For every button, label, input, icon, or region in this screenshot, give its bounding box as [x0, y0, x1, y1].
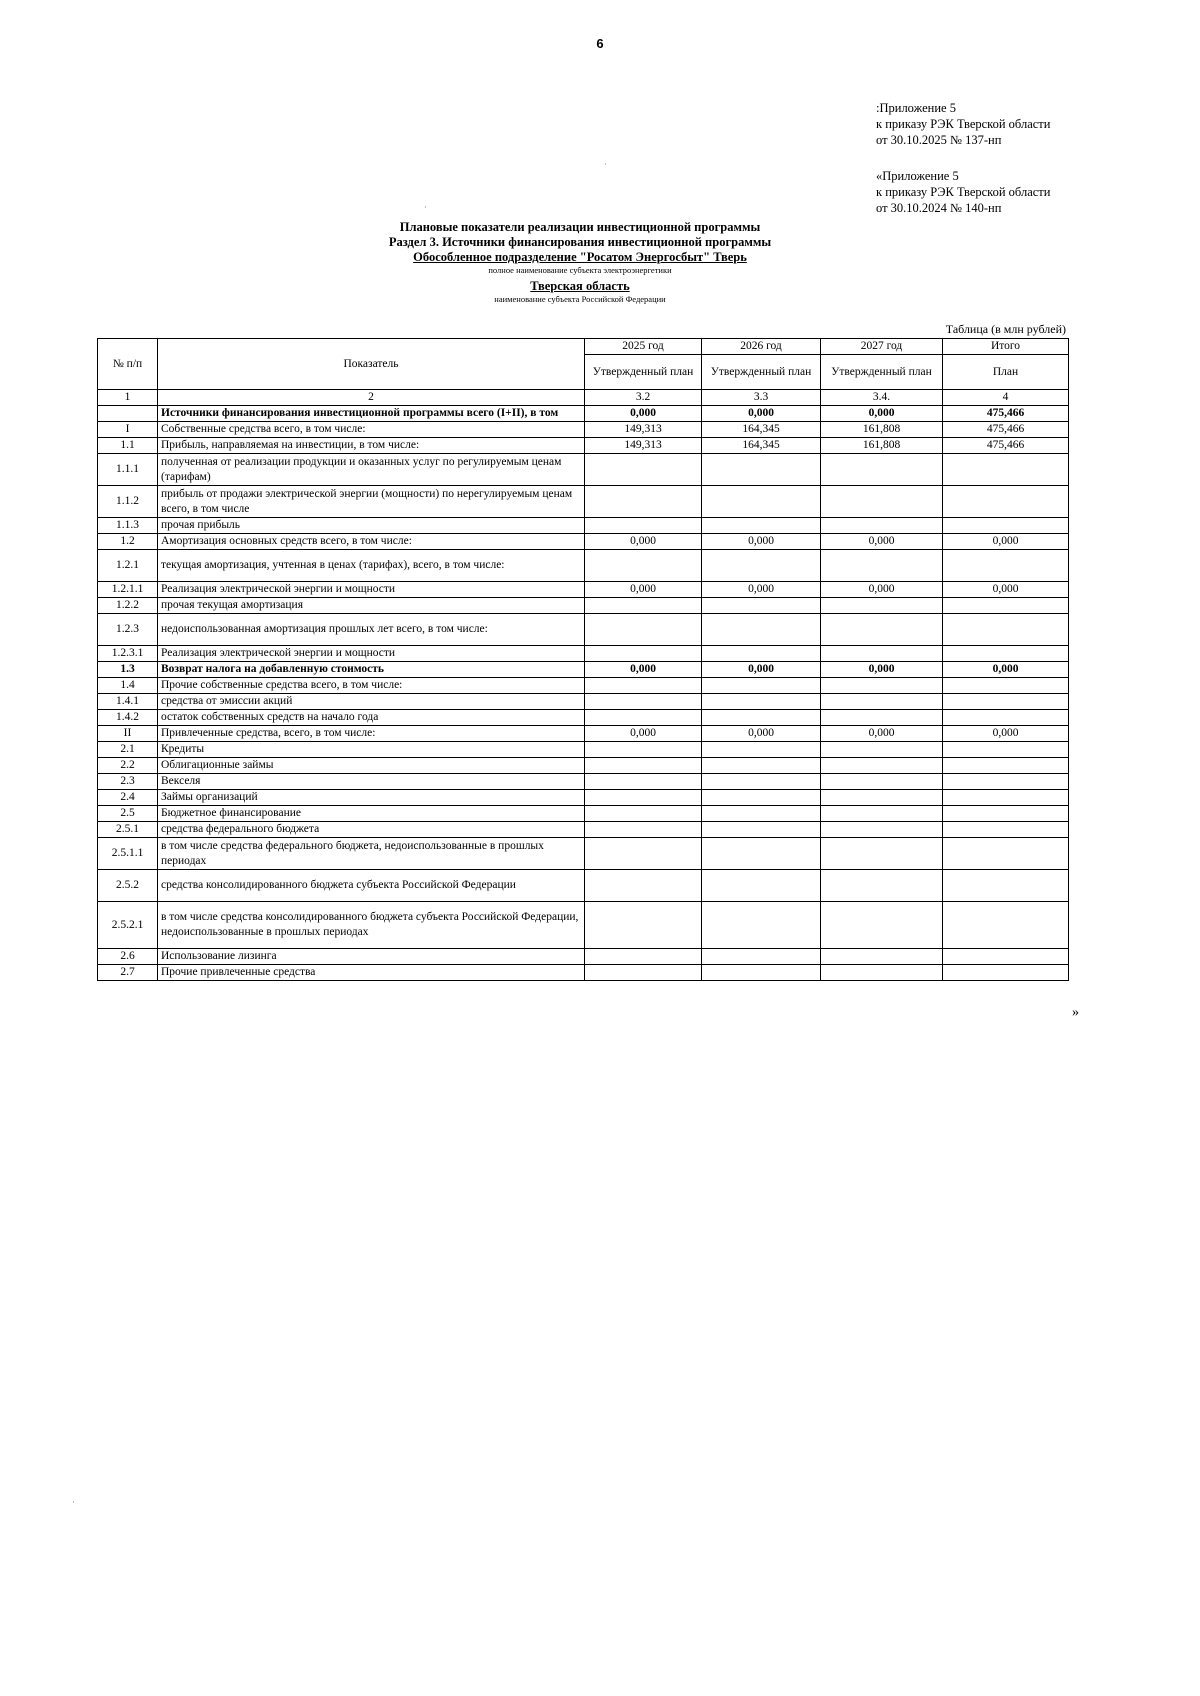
- row-value-total: [943, 965, 1069, 981]
- row-number: 2.5.1.1: [98, 838, 158, 870]
- row-value-total: [943, 902, 1069, 949]
- row-value-2027: [821, 965, 943, 981]
- row-indicator: Собственные средства всего, в том числе:: [158, 422, 585, 438]
- row-number: 2.5.1: [98, 822, 158, 838]
- table-row: [98, 726, 1069, 742]
- row-value-2025: 0,000: [585, 662, 702, 678]
- row-value-2027: [821, 486, 943, 518]
- table-row: [98, 454, 1069, 486]
- table-row: [98, 790, 1069, 806]
- row-indicator: Займы организаций: [158, 790, 585, 806]
- row-number: 2.3: [98, 774, 158, 790]
- row-number: 2.5.2: [98, 870, 158, 902]
- row-value-2026: [702, 454, 821, 486]
- table-units-note: Таблица (в млн рублей): [945, 322, 1066, 336]
- row-value-2026: 164,345: [702, 438, 821, 454]
- row-value-2027: [821, 949, 943, 965]
- title-section: Раздел 3. Источники финансирования инвестиционной программы: [388, 235, 772, 249]
- row-number: 2.6: [98, 949, 158, 965]
- table-row: [98, 406, 1069, 422]
- row-indicator: средства федерального бюджета: [158, 822, 585, 838]
- row-value-2026: [702, 806, 821, 822]
- col-number-6: 4: [943, 390, 1069, 406]
- row-indicator: Бюджетное финансирование: [158, 806, 585, 822]
- table-row: [98, 550, 1069, 582]
- row-value-2025: [585, 646, 702, 662]
- row-value-total: [943, 710, 1069, 726]
- row-indicator: Прочие собственные средства всего, в том числе:: [158, 678, 585, 694]
- header-indicator: Показатель: [158, 339, 585, 390]
- row-indicator: в том числе средства консолидированного бюджета субъекта Российской Федерации, недоиспользованные в прошлых периодах: [158, 902, 585, 949]
- row-value-total: [943, 822, 1069, 838]
- table-row: [98, 838, 1069, 870]
- row-value-2026: [702, 790, 821, 806]
- row-value-2027: [821, 870, 943, 902]
- row-value-2027: [821, 646, 943, 662]
- header-year-2026: 2026 год: [702, 339, 821, 355]
- row-value-total: [943, 598, 1069, 614]
- row-indicator: Привлеченные средства, всего, в том числе:: [158, 726, 585, 742]
- row-number: 2.4: [98, 790, 158, 806]
- table-row: [98, 774, 1069, 790]
- row-value-total: 475,466: [943, 406, 1069, 422]
- row-value-2027: [821, 710, 943, 726]
- row-number: 2.7: [98, 965, 158, 981]
- row-value-2027: [821, 774, 943, 790]
- table-row: [98, 822, 1069, 838]
- row-value-2026: [702, 902, 821, 949]
- table-row: [98, 614, 1069, 646]
- row-value-2026: [702, 518, 821, 534]
- table-row: [98, 949, 1069, 965]
- row-value-2025: 149,313: [585, 438, 702, 454]
- scan-speck: ·: [604, 160, 607, 169]
- row-value-total: [943, 838, 1069, 870]
- row-value-2027: [821, 742, 943, 758]
- row-value-total: [943, 646, 1069, 662]
- row-value-2025: [585, 838, 702, 870]
- row-number: 1.1: [98, 438, 158, 454]
- header-total: Итого: [943, 339, 1069, 355]
- region-caption: наименование субъекта Российской Федерации: [494, 294, 666, 304]
- table-row: [98, 662, 1069, 678]
- row-number: 1.4: [98, 678, 158, 694]
- annex-current-line1: :Приложение 5: [876, 101, 956, 115]
- row-value-2027: 0,000: [821, 582, 943, 598]
- row-indicator: Источники финансирования инвестиционной программы всего (I+II), в том: [158, 406, 585, 422]
- table-header-row-years: [98, 339, 1069, 355]
- row-indicator: в том числе средства федерального бюджета, недоиспользованные в прошлых периодах: [158, 838, 585, 870]
- row-value-total: 0,000: [943, 534, 1069, 550]
- row-indicator: Амортизация основных средств всего, в том числе:: [158, 534, 585, 550]
- row-indicator: прочая прибыль: [158, 518, 585, 534]
- table-row: [98, 902, 1069, 949]
- header-year-2027: 2027 год: [821, 339, 943, 355]
- row-number: 1.4.2: [98, 710, 158, 726]
- row-indicator: прибыль от продажи электрической энергии (мощности) по нерегулируемым ценам всего, в том числе: [158, 486, 585, 518]
- row-value-2026: 0,000: [702, 582, 821, 598]
- row-number: [98, 406, 158, 422]
- entity-caption: полное наименование субъекта электроэнергетики: [488, 265, 672, 275]
- row-value-2026: [702, 742, 821, 758]
- scan-speck: ·: [424, 203, 427, 212]
- row-value-total: 0,000: [943, 582, 1069, 598]
- row-value-2026: [702, 646, 821, 662]
- row-number: 1.2.2: [98, 598, 158, 614]
- annex-previous-line2: к приказу РЭК Тверской области: [876, 185, 1051, 199]
- row-value-2027: [821, 678, 943, 694]
- row-number: 1.4.1: [98, 694, 158, 710]
- row-value-2027: 0,000: [821, 534, 943, 550]
- row-value-total: [943, 518, 1069, 534]
- page-number: 6: [596, 36, 604, 51]
- row-value-2026: [702, 774, 821, 790]
- row-number: 1.3: [98, 662, 158, 678]
- header-num: № п/п: [98, 339, 158, 390]
- table-row: [98, 486, 1069, 518]
- row-value-2025: [585, 806, 702, 822]
- row-value-2025: 0,000: [585, 406, 702, 422]
- row-indicator: недоиспользованная амортизация прошлых лет всего, в том числе:: [158, 614, 585, 646]
- row-value-2026: [702, 614, 821, 646]
- row-number: I: [98, 422, 158, 438]
- table-column-numbers-row: [98, 390, 1069, 406]
- col-number-1: 1: [98, 390, 158, 406]
- row-value-2026: [702, 870, 821, 902]
- row-value-2027: [821, 822, 943, 838]
- row-value-2025: [585, 790, 702, 806]
- row-value-2027: [821, 550, 943, 582]
- row-value-2025: [585, 678, 702, 694]
- closing-quote: »: [1072, 1005, 1079, 1020]
- row-value-2027: 161,808: [821, 422, 943, 438]
- row-value-total: 475,466: [943, 438, 1069, 454]
- annex-current-line2: к приказу РЭК Тверской области: [876, 117, 1051, 131]
- row-value-total: [943, 694, 1069, 710]
- col-number-3: 3.2: [585, 390, 702, 406]
- row-value-2026: [702, 550, 821, 582]
- table-row: [98, 646, 1069, 662]
- row-value-total: [943, 614, 1069, 646]
- table-row: [98, 534, 1069, 550]
- row-value-2027: 0,000: [821, 726, 943, 742]
- row-indicator: Векселя: [158, 774, 585, 790]
- row-value-2026: [702, 822, 821, 838]
- header-year-2025: 2025 год: [585, 339, 702, 355]
- row-value-2025: [585, 614, 702, 646]
- row-value-2025: [585, 550, 702, 582]
- table-row: [98, 710, 1069, 726]
- annex-previous-line3: от 30.10.2024 № 140-нп: [876, 201, 1002, 215]
- row-value-2026: [702, 694, 821, 710]
- row-value-2025: 0,000: [585, 582, 702, 598]
- row-indicator: Реализация электрической энергии и мощности: [158, 582, 585, 598]
- financing-sources-table: [97, 338, 1069, 981]
- row-value-2025: [585, 774, 702, 790]
- row-value-total: [943, 774, 1069, 790]
- row-value-2026: [702, 598, 821, 614]
- row-value-2026: 164,345: [702, 422, 821, 438]
- row-value-total: [943, 806, 1069, 822]
- table-row: [98, 758, 1069, 774]
- row-value-2026: [702, 838, 821, 870]
- row-value-2027: [821, 518, 943, 534]
- row-value-2025: [585, 710, 702, 726]
- scan-speck: ·: [72, 1498, 75, 1507]
- row-indicator: Использование лизинга: [158, 949, 585, 965]
- row-indicator: прочая текущая амортизация: [158, 598, 585, 614]
- row-value-2026: 0,000: [702, 406, 821, 422]
- row-value-2025: [585, 742, 702, 758]
- row-indicator: Кредиты: [158, 742, 585, 758]
- row-indicator: полученная от реализации продукции и оказанных услуг по регулируемым ценам (тарифам): [158, 454, 585, 486]
- row-indicator: средства от эмиссии акций: [158, 694, 585, 710]
- row-value-2025: 0,000: [585, 726, 702, 742]
- col-number-4: 3.3: [702, 390, 821, 406]
- row-number: 2.1: [98, 742, 158, 758]
- row-value-2026: [702, 949, 821, 965]
- row-value-total: [943, 550, 1069, 582]
- table-row: [98, 678, 1069, 694]
- row-value-2027: 161,808: [821, 438, 943, 454]
- row-value-2025: [585, 822, 702, 838]
- row-indicator: средства консолидированного бюджета субъекта Российской Федерации: [158, 870, 585, 902]
- row-number: 1.2: [98, 534, 158, 550]
- row-value-2025: [585, 694, 702, 710]
- row-value-2027: [821, 598, 943, 614]
- table-row: [98, 598, 1069, 614]
- row-value-2027: [821, 614, 943, 646]
- row-number: 1.1.1: [98, 454, 158, 486]
- row-value-2026: 0,000: [702, 534, 821, 550]
- row-number: 1.1.2: [98, 486, 158, 518]
- row-value-2025: 149,313: [585, 422, 702, 438]
- table-row: [98, 438, 1069, 454]
- row-number: 1.2.3.1: [98, 646, 158, 662]
- header-approved-plan-2025: Утвержденный план: [585, 355, 702, 390]
- header-approved-plan-2027: Утвержденный план: [821, 355, 943, 390]
- table-row: [98, 870, 1069, 902]
- table-row: [98, 742, 1069, 758]
- row-value-total: 475,466: [943, 422, 1069, 438]
- row-value-2025: [585, 486, 702, 518]
- table-row: [98, 582, 1069, 598]
- row-value-2026: [702, 486, 821, 518]
- row-indicator: Реализация электрической энергии и мощности: [158, 646, 585, 662]
- row-value-2027: [821, 902, 943, 949]
- row-number: 1.2.3: [98, 614, 158, 646]
- annex-previous-line1: «Приложение 5: [876, 169, 959, 183]
- document-titles: [300, 220, 860, 308]
- row-value-2025: 0,000: [585, 534, 702, 550]
- row-value-2027: [821, 758, 943, 774]
- row-number: 2.5: [98, 806, 158, 822]
- row-indicator: Прочие привлеченные средства: [158, 965, 585, 981]
- row-value-2025: [585, 598, 702, 614]
- col-number-5: 3.4.: [821, 390, 943, 406]
- row-value-total: [943, 758, 1069, 774]
- row-value-2025: [585, 518, 702, 534]
- row-value-total: 0,000: [943, 726, 1069, 742]
- row-value-2027: [821, 694, 943, 710]
- row-number: 1.2.1.1: [98, 582, 158, 598]
- table-row: [98, 806, 1069, 822]
- row-value-2027: [821, 454, 943, 486]
- row-value-2025: [585, 965, 702, 981]
- row-value-total: [943, 742, 1069, 758]
- row-value-2027: [821, 838, 943, 870]
- annex-current-line3: от 30.10.2025 № 137-нп: [876, 133, 1002, 147]
- header-approved-plan-2026: Утвержденный план: [702, 355, 821, 390]
- row-value-2026: [702, 758, 821, 774]
- row-value-2025: [585, 870, 702, 902]
- row-indicator: текущая амортизация, учтенная в ценах (тарифах), всего, в том числе:: [158, 550, 585, 582]
- col-number-2: 2: [158, 390, 585, 406]
- row-indicator: остаток собственных средств на начало года: [158, 710, 585, 726]
- row-indicator: Облигационные займы: [158, 758, 585, 774]
- row-value-2027: [821, 806, 943, 822]
- row-value-2025: [585, 758, 702, 774]
- row-number: 1.2.1: [98, 550, 158, 582]
- row-value-2025: [585, 454, 702, 486]
- row-number: 2.2: [98, 758, 158, 774]
- table-row: [98, 518, 1069, 534]
- row-number: II: [98, 726, 158, 742]
- row-value-2026: [702, 965, 821, 981]
- table-row: [98, 422, 1069, 438]
- row-value-2026: 0,000: [702, 662, 821, 678]
- annex-current: [876, 100, 1050, 148]
- row-value-total: [943, 454, 1069, 486]
- row-value-2026: [702, 710, 821, 726]
- row-value-2027: 0,000: [821, 662, 943, 678]
- entity-name: Обособленное подразделение "Росатом Энергосбыт" Тверь: [413, 250, 747, 264]
- row-value-total: [943, 949, 1069, 965]
- row-value-total: 0,000: [943, 662, 1069, 678]
- table-row: [98, 694, 1069, 710]
- row-value-2025: [585, 949, 702, 965]
- row-value-2027: [821, 790, 943, 806]
- region-name: Тверская область: [530, 279, 630, 293]
- row-value-total: [943, 486, 1069, 518]
- annex-previous: [876, 168, 1050, 216]
- table-row: [98, 965, 1069, 981]
- title-main: Плановые показатели реализации инвестиционной программы: [399, 220, 761, 234]
- row-value-total: [943, 678, 1069, 694]
- row-value-total: [943, 790, 1069, 806]
- header-plan: План: [943, 355, 1069, 390]
- row-value-2025: [585, 902, 702, 949]
- row-number: 2.5.2.1: [98, 902, 158, 949]
- row-value-2027: 0,000: [821, 406, 943, 422]
- row-value-2026: [702, 678, 821, 694]
- row-number: 1.1.3: [98, 518, 158, 534]
- row-value-2026: 0,000: [702, 726, 821, 742]
- row-indicator: Возврат налога на добавленную стоимость: [158, 662, 585, 678]
- row-value-total: [943, 870, 1069, 902]
- row-indicator: Прибыль, направляемая на инвестиции, в том числе:: [158, 438, 585, 454]
